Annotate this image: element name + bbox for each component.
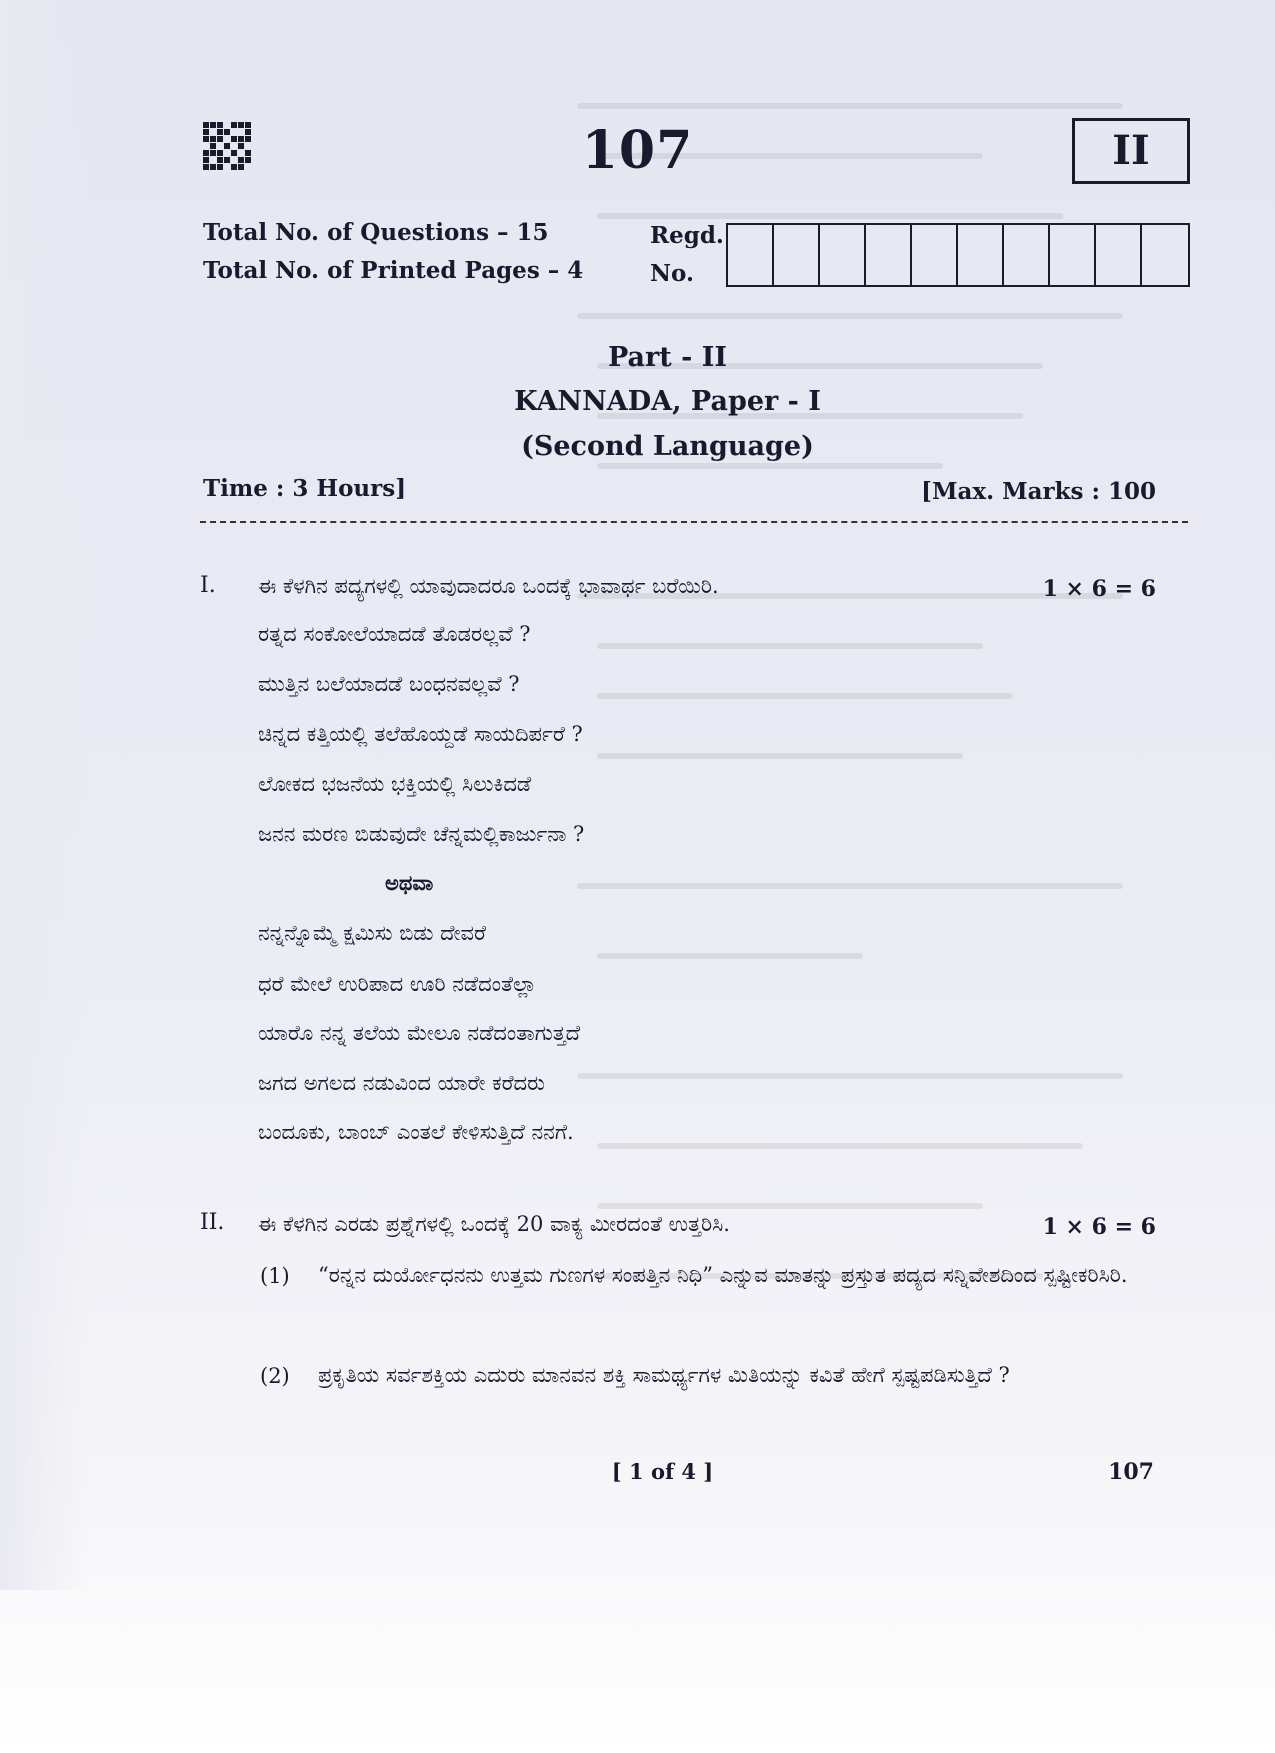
no-label: No. bbox=[650, 260, 694, 287]
or-separator: ಅಥವಾ bbox=[385, 870, 434, 895]
poem2-line: ಬಂದೂಕು, ಬಾಂಬ್ ಎಂತಲೆ ಕೇಳಿಸುತ್ತಿದೆ ನನಗೆ. bbox=[258, 1120, 574, 1144]
q1-instruction: ಈ ಕೆಳಗಿನ ಪದ್ಯಗಳಲ್ಲಿ ಯಾವುದಾದರೂ ಒಂದಕ್ಕೆ ಭಾವಾರ್ಥ ಬರೆಯಿರಿ. bbox=[258, 574, 719, 598]
scan-shadow-edge bbox=[0, 0, 90, 1590]
registration-number-boxes bbox=[726, 223, 1190, 287]
language-title: (Second Language) bbox=[521, 431, 814, 462]
exam-time: Time : 3 Hours] bbox=[203, 475, 407, 502]
poem1-line: ಜನನ ಮರಣ ಬಿಡುವುದೇ ಚೆನ್ನಮಲ್ಲಿಕಾರ್ಜುನಾ ? bbox=[258, 822, 585, 846]
regd-label: Regd. bbox=[650, 222, 724, 249]
reg-box[interactable] bbox=[1050, 225, 1096, 285]
paper-code: 107 bbox=[581, 120, 694, 181]
q1-number: I. bbox=[200, 573, 216, 598]
totals-block bbox=[203, 214, 583, 290]
poem1-line: ಲೋಕದ ಭಜನೆಯ ಭಕ್ತಿಯಲ್ಲಿ ಸಿಲುಕಿದಡೆ bbox=[258, 772, 532, 796]
poem1-line: ರತ್ನದ ಸಂಕೋಲೆಯಾದಡೆ ತೊಡರಲ್ಲವೆ ? bbox=[258, 622, 531, 646]
total-questions: Total No. of Questions – 15 bbox=[203, 219, 549, 246]
poem2-line: ಧರೆ ಮೇಲೆ ಉರಿಪಾದ ಊರಿ ನಡೆದಂತೆಲ್ಲಾ bbox=[258, 972, 537, 996]
reg-box[interactable] bbox=[774, 225, 820, 285]
total-pages: Total No. of Printed Pages – 4 bbox=[203, 257, 584, 284]
max-marks: [Max. Marks : 100 bbox=[921, 478, 1156, 505]
poem2-line: ನನ್ನನ್ನೊಮ್ಮೆ ಕ್ಷಮಿಸು ಬಿಡು ದೇವರೆ bbox=[258, 921, 486, 945]
q2-sub-text: “ರನ್ನನ ದುರ್ಯೋಧನನು ಉತ್ತಮ ಗುಣಗಳ ಸಂಪತ್ತಿನ ನಿಧಿ” ಎನ್ನುವ ಮಾತನ್ನು ಪ್ರಸ್ತುತ ಪದ್ಯದ ಸನ್ನಿವೇಶದಿಂದ ಸ್ಪಷ್ಟೀಕರಿಸಿರಿ. bbox=[318, 1263, 1128, 1287]
reg-box[interactable] bbox=[1004, 225, 1050, 285]
poem2-line: ಜಗದ ಅಗಲದ ನಡುವಿಂದ ಯಾರೇ ಕರೆದರು bbox=[258, 1071, 545, 1095]
q2-number: II. bbox=[200, 1210, 225, 1235]
poem2-line: ಯಾರೊ ನನ್ನ ತಲೆಯ ಮೇಲೂ ನಡೆದಂತಾಗುತ್ತದೆ bbox=[258, 1021, 581, 1045]
poem1-line: ಮುತ್ತಿನ ಬಲೆಯಾದಡೆ ಬಂಧನವಲ್ಲವೆ ? bbox=[258, 672, 520, 696]
q2-marks: 1 × 6 = 6 bbox=[1042, 1214, 1156, 1240]
q2-sub-text: ಪ್ರಕೃತಿಯ ಸರ್ವಶಕ್ತಿಯ ಎದುರು ಮಾನವನ ಶಕ್ತಿ ಸಾಮರ್ಥ್ಯಗಳ ಮಿತಿಯನ್ನು ಕವಿತೆ ಹೇಗೆ ಸ್ಪಷ್ಟಪಡಿಸುತ್ತಿದೆ ? bbox=[318, 1363, 1010, 1387]
part-box: II bbox=[1072, 118, 1190, 184]
reg-box[interactable] bbox=[866, 225, 912, 285]
q1-marks: 1 × 6 = 6 bbox=[1042, 576, 1156, 602]
reg-box[interactable] bbox=[1142, 225, 1188, 285]
reg-box[interactable] bbox=[728, 225, 774, 285]
reg-box[interactable] bbox=[912, 225, 958, 285]
footer-paper-code: 107 bbox=[1108, 1459, 1154, 1485]
poem1-line: ಚಿನ್ನದ ಕತ್ತಿಯಲ್ಲಿ ತಲೆಹೊಯ್ದಡೆ ಸಾಯದಿರ್ಪರೆ ? bbox=[258, 722, 583, 746]
page-indicator: [ 1 of 4 ] bbox=[611, 1459, 714, 1484]
part-title: Part - II bbox=[607, 342, 728, 373]
q2-sub-number: (1) bbox=[260, 1264, 290, 1288]
q2-sub-number: (2) bbox=[260, 1364, 290, 1388]
reg-box[interactable] bbox=[1096, 225, 1142, 285]
q2-instruction: ಈ ಕೆಳಗಿನ ಎರಡು ಪ್ರಶ್ನೆಗಳಲ್ಲಿ ಒಂದಕ್ಕೆ 20 ವಾಕ್ಯ ಮೀರದಂತೆ ಉತ್ತರಿಸಿ. bbox=[258, 1212, 730, 1236]
subject-title: KANNADA, Paper - I bbox=[514, 386, 821, 417]
header-divider bbox=[200, 521, 1188, 523]
regd-label-block bbox=[650, 217, 724, 293]
reg-box[interactable] bbox=[958, 225, 1004, 285]
reg-box[interactable] bbox=[820, 225, 866, 285]
